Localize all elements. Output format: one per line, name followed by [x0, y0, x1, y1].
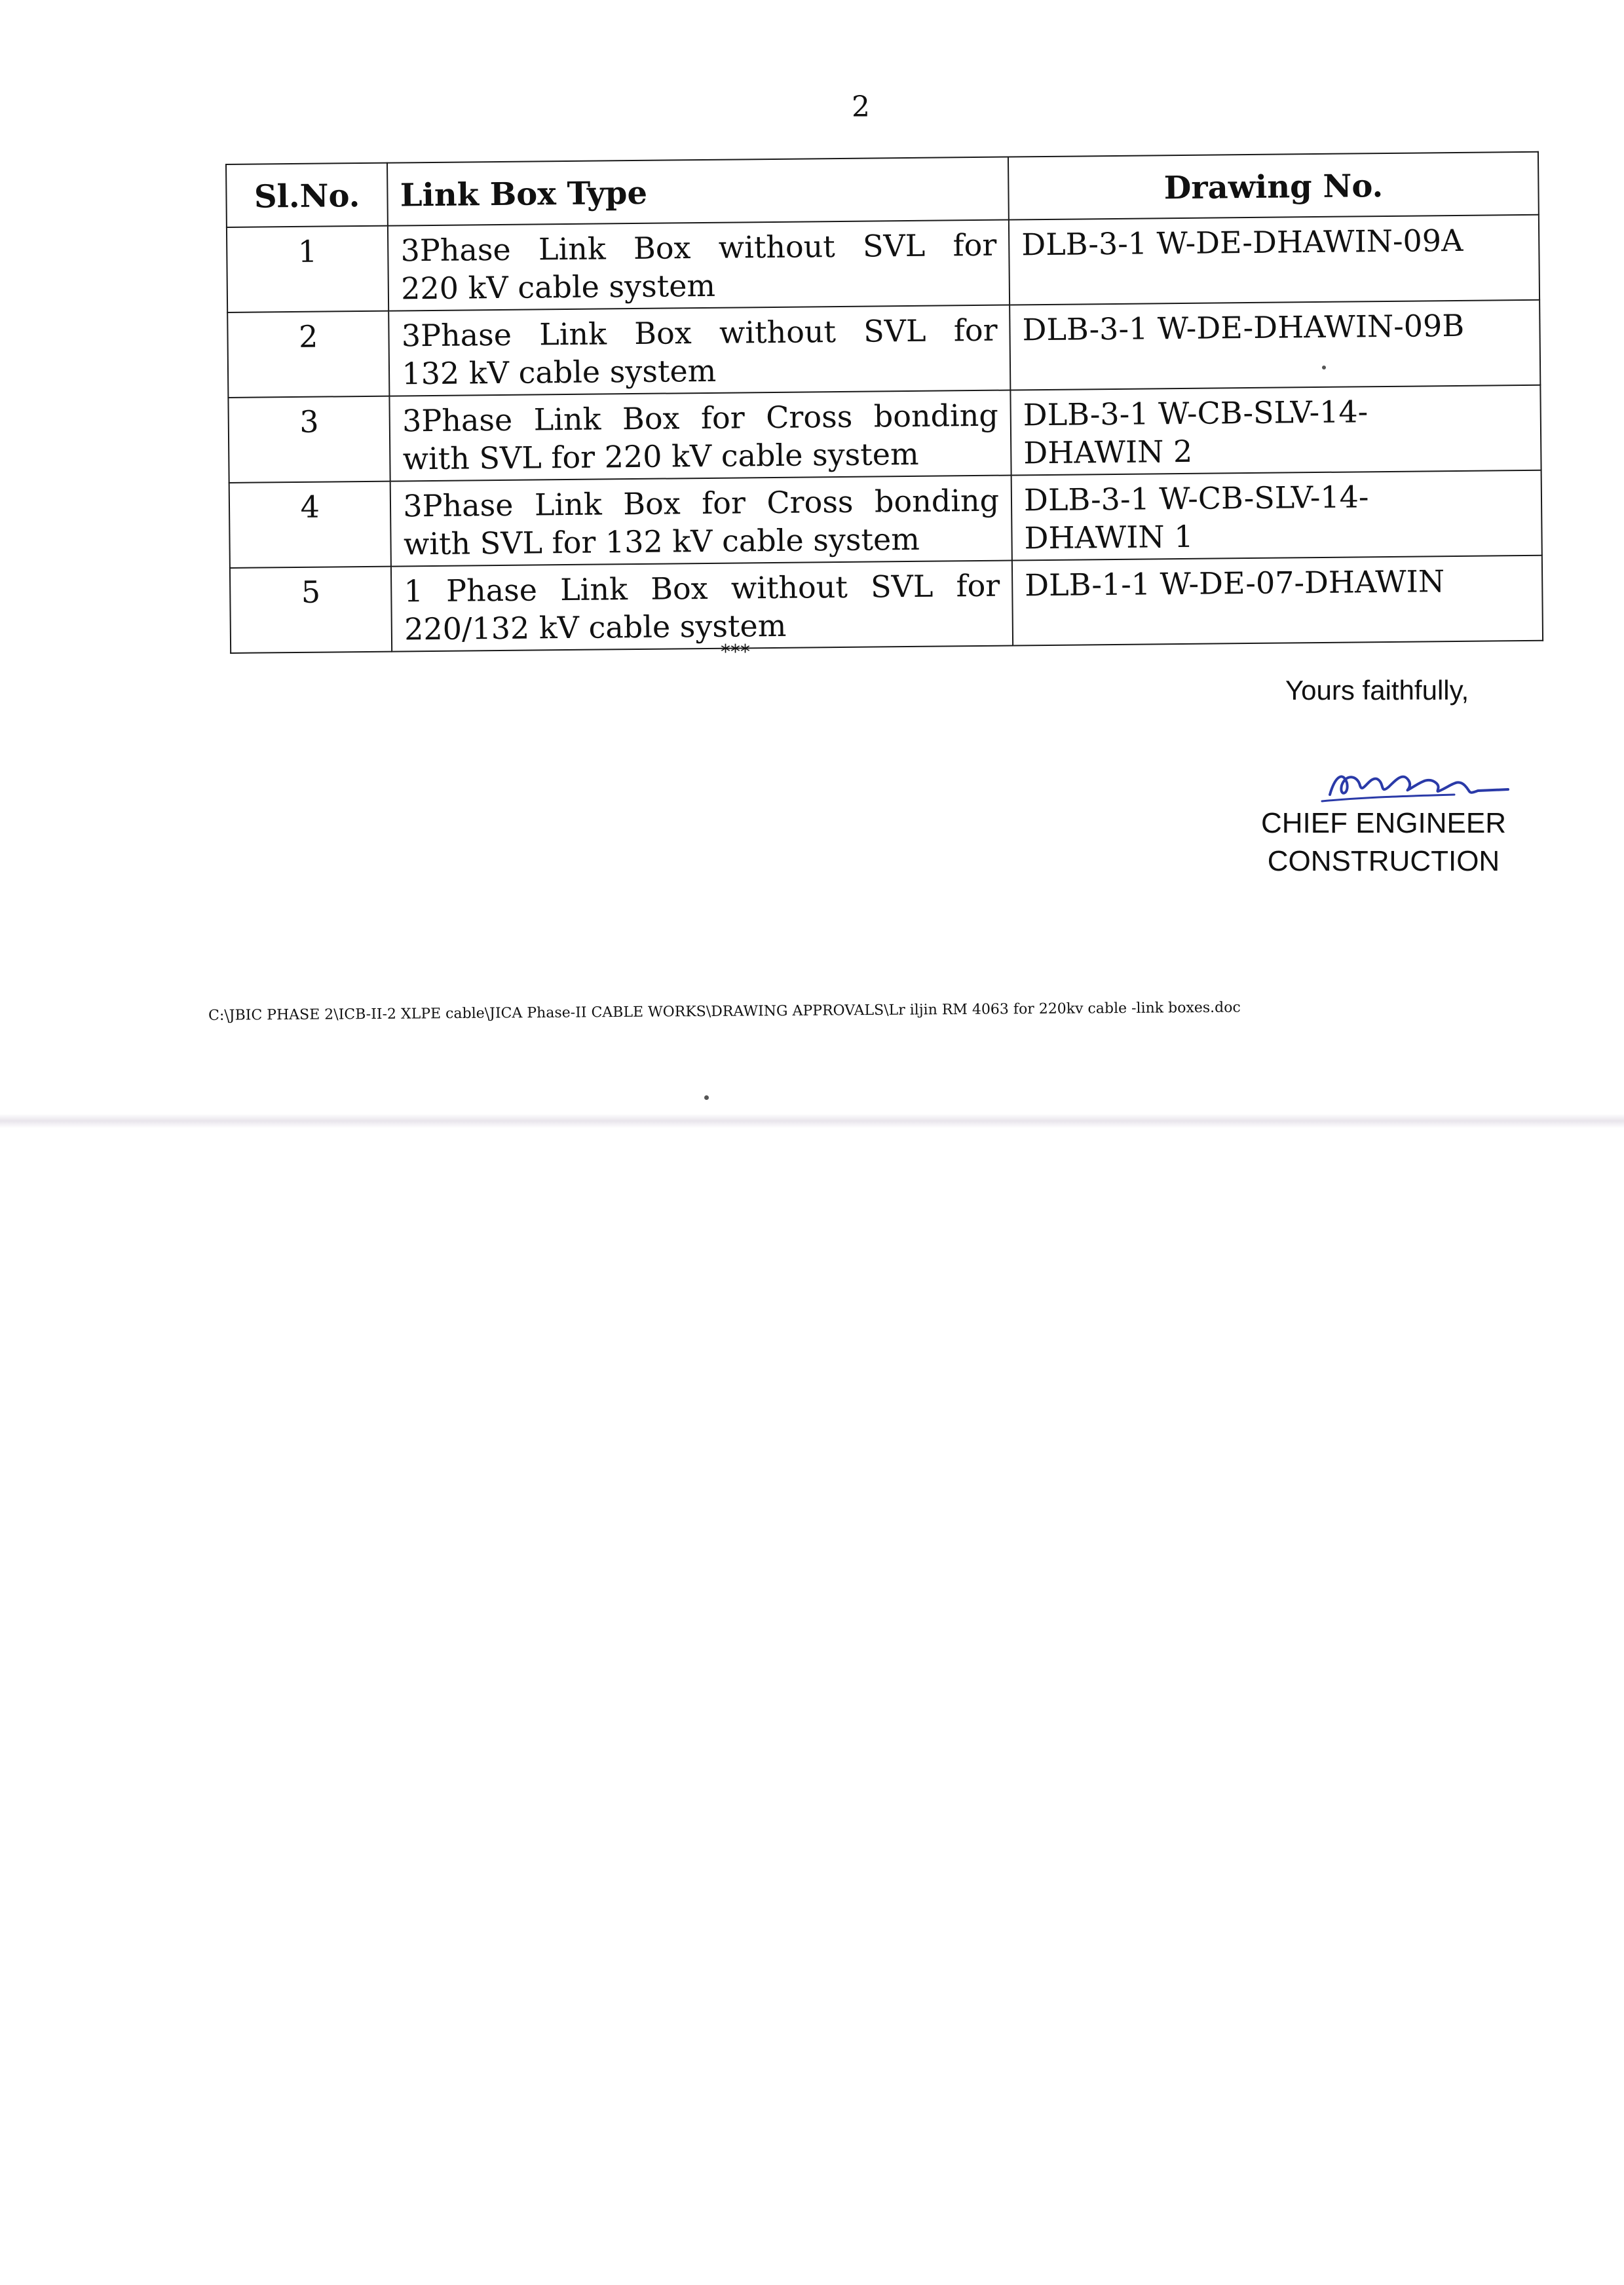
drawing-line: DHAWIN 2 — [1023, 433, 1193, 471]
type-line: 3Phase Link Box without SVL for — [401, 312, 998, 354]
signature-stroke — [1330, 776, 1508, 795]
drawing-line: DLB-3-1 W-CB-SLV-14- — [1023, 394, 1369, 433]
cell-link-box-type — [389, 305, 1011, 396]
file-path-footer: C:\JBIC PHASE 2\ICB-II-2 XLPE cable\JICA Phase-II CABLE WORKS\DRAWING APPROVALS\Lr iljin RM 4063 for 220kv cable -link boxes.doc — [208, 999, 1241, 1024]
cell-link-box-type — [391, 561, 1013, 652]
designation-line: CHIEF ENGINEER — [1260, 807, 1507, 839]
type-line: 3Phase Link Box without SVL for — [400, 227, 997, 269]
type-line: 220/132 kV cable system — [404, 607, 787, 647]
link-box-table — [225, 151, 1543, 654]
header-link-box-type: Link Box Type — [387, 157, 1009, 226]
cell-link-box-type — [390, 476, 1012, 567]
designation-line: CONSTRUCTION — [1267, 845, 1500, 877]
type-line: 3Phase Link Box for Cross bonding — [403, 482, 1000, 524]
cell-link-box-type — [388, 220, 1010, 311]
cell-drawing-no — [1012, 556, 1543, 646]
cell-drawing-no — [1010, 385, 1541, 476]
cell-link-box-type — [390, 390, 1011, 482]
table-row — [229, 470, 1542, 568]
scan-fold-line — [0, 1114, 1624, 1128]
drawing-line: DHAWIN 1 — [1024, 518, 1194, 556]
cell-sl-no: 1 — [227, 226, 389, 312]
cell-drawing-no — [1010, 300, 1540, 390]
cell-sl-no: 4 — [229, 482, 392, 568]
cell-sl-no: 3 — [228, 396, 390, 483]
table-row — [227, 300, 1540, 398]
header-sl-no: Sl.No. — [226, 163, 388, 227]
type-line: 132 kV cable system — [402, 352, 717, 392]
end-of-table-marker: *** — [721, 641, 750, 664]
cell-sl-no: 2 — [227, 311, 390, 398]
type-line: 220 kV cable system — [400, 267, 716, 307]
drawing-line: DLB-1-1 W-DE-07-DHAWIN — [1025, 563, 1445, 603]
header-drawing-no: Drawing No. — [1008, 152, 1539, 220]
closing-salutation: Yours faithfully, — [1285, 675, 1469, 706]
table-row — [230, 556, 1543, 653]
table-row — [228, 385, 1541, 483]
cell-sl-no: 5 — [230, 567, 392, 653]
drawing-line: DLB-3-1 W-CB-SLV-14- — [1023, 479, 1369, 518]
type-line: 3Phase Link Box for Cross bonding — [402, 397, 999, 439]
signature-mark — [1317, 757, 1513, 809]
type-line: with SVL for 132 kV cable system — [403, 521, 920, 562]
page-number: 2 — [852, 90, 870, 124]
scan-speck — [704, 1095, 709, 1100]
signatory-designation — [1253, 804, 1515, 880]
drawing-line: DLB-3-1 W-DE-DHAWIN-09B — [1022, 307, 1465, 348]
type-line: with SVL for 220 kV cable system — [402, 436, 919, 477]
cell-drawing-no — [1009, 215, 1539, 305]
table-row — [227, 215, 1539, 312]
type-line: 1 Phase Link Box without SVL for — [404, 567, 1000, 609]
cell-drawing-no — [1011, 470, 1542, 561]
signature-underline — [1322, 795, 1454, 801]
drawing-line: DLB-3-1 W-DE-DHAWIN-09A — [1021, 222, 1463, 263]
